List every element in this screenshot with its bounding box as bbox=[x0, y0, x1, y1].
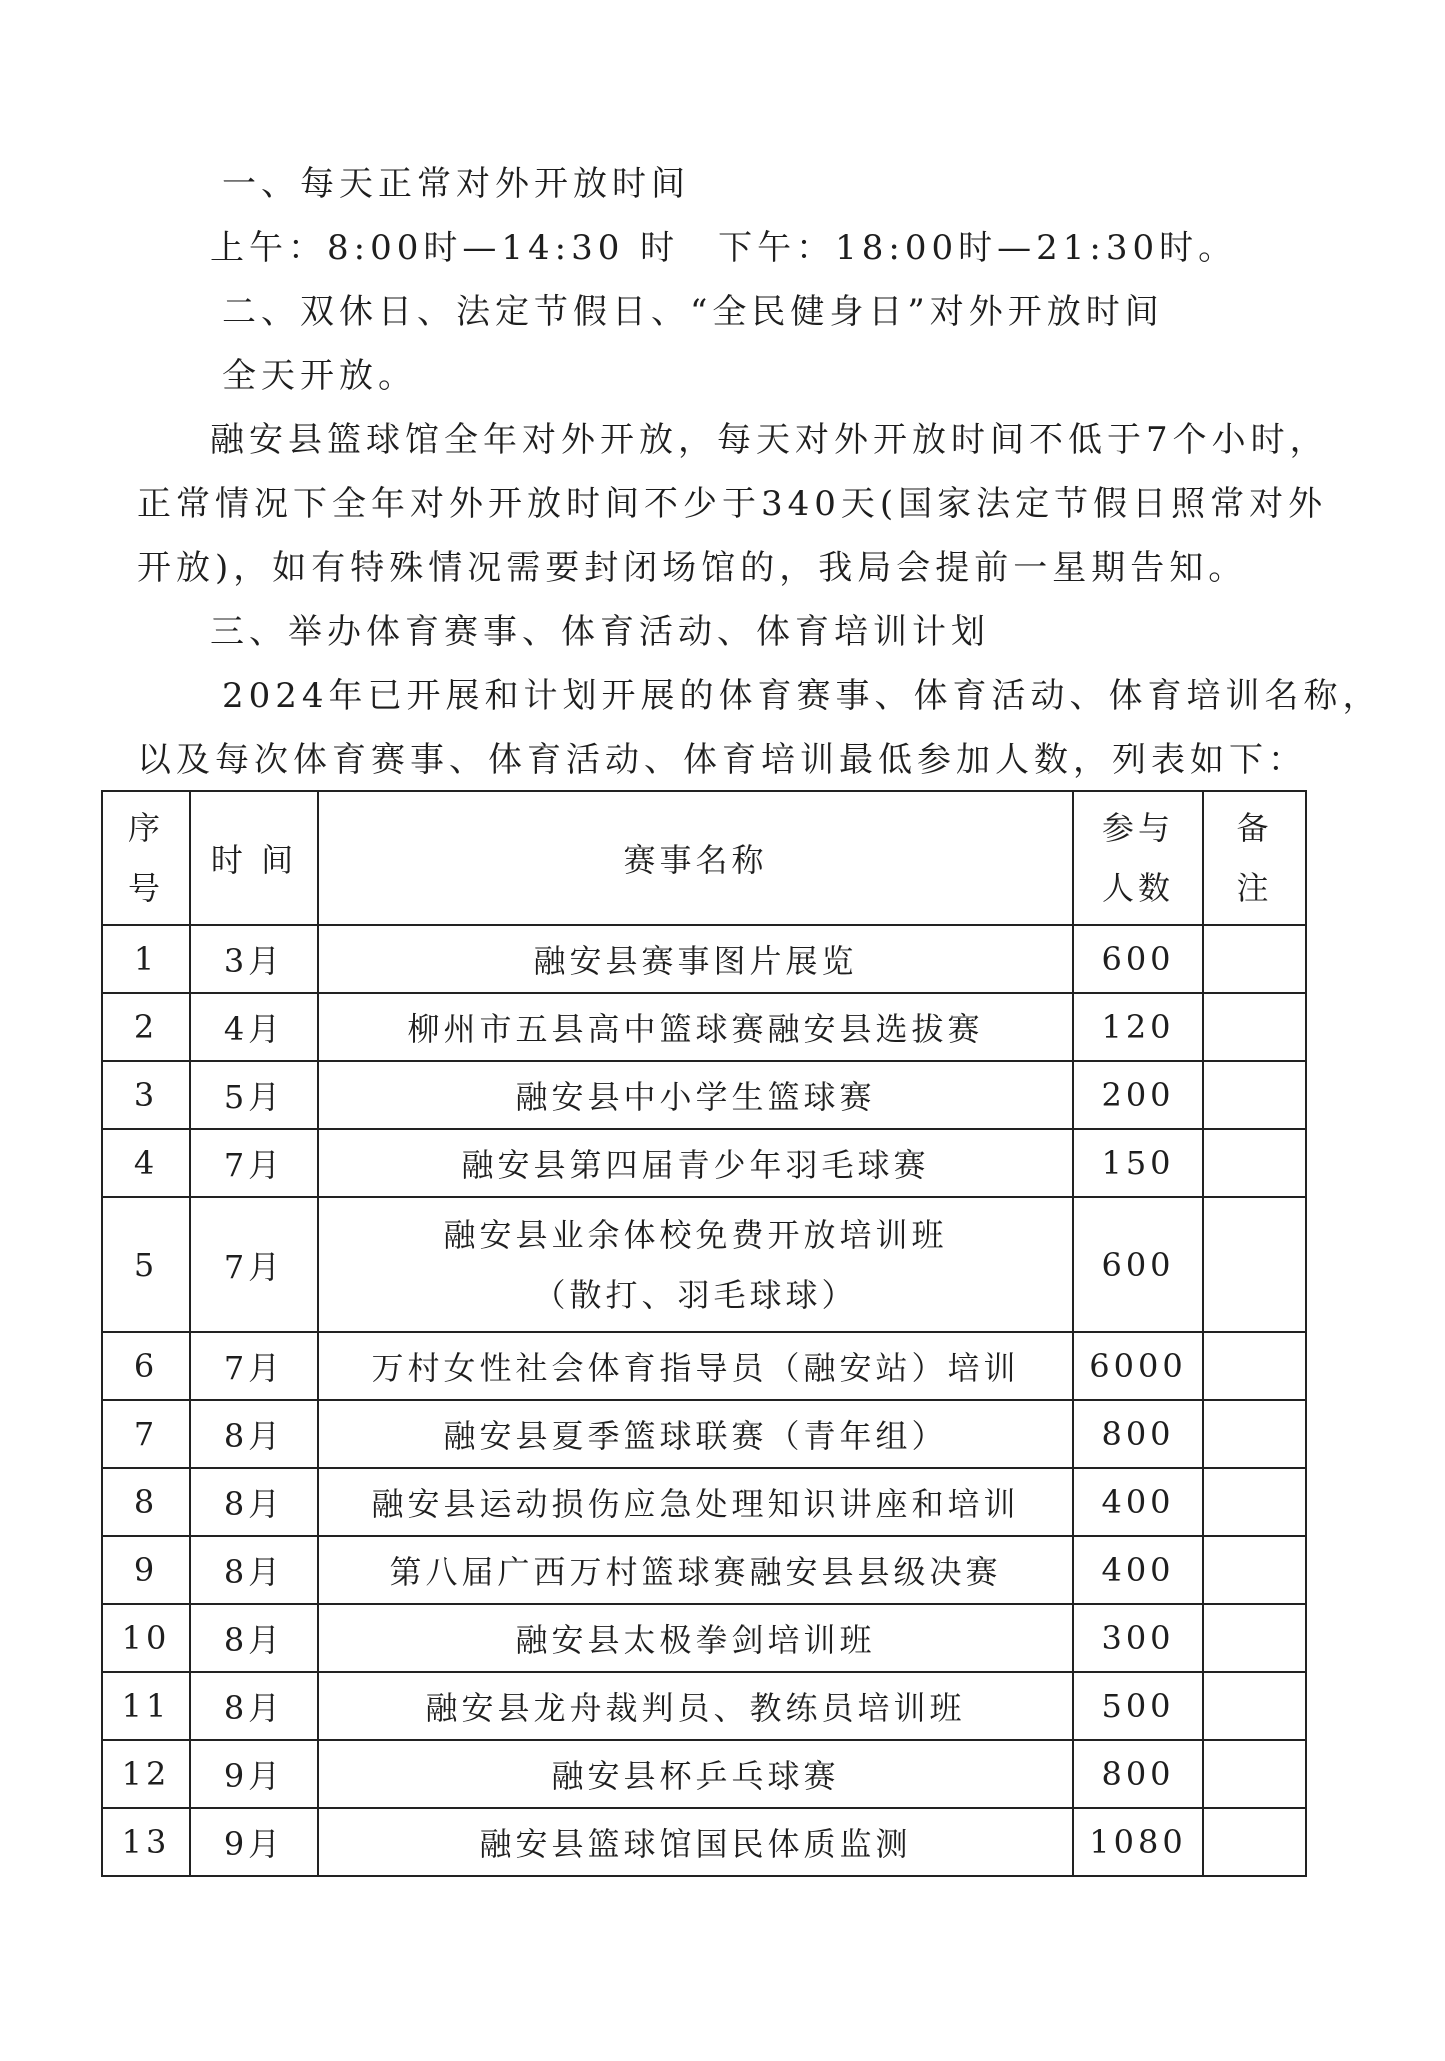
cell-name-line-1: 融安县业余体校免费开放培训班 bbox=[443, 1215, 948, 1254]
cell-remark bbox=[1203, 1740, 1306, 1808]
cell-time: 4月 bbox=[190, 993, 318, 1061]
table-row bbox=[102, 1808, 1306, 1876]
cell-seq: 4 bbox=[102, 1129, 190, 1197]
section-3-heading: 三、举办体育赛事、体育活动、体育培训计划 bbox=[210, 612, 990, 652]
header-count bbox=[1073, 791, 1203, 925]
paragraph-1-line-2: 正常情况下全年对外开放时间不少于340天(国家法定节假日照常对外 bbox=[137, 484, 1328, 524]
cell-remark bbox=[1203, 1400, 1306, 1468]
cell-name: 融安县运动损伤应急处理知识讲座和培训 bbox=[318, 1468, 1073, 1536]
cell-seq: 12 bbox=[102, 1740, 190, 1808]
cell-seq: 11 bbox=[102, 1672, 190, 1740]
table-row bbox=[102, 1061, 1306, 1129]
section-1-hours: 上午：8:00时—14:30 时 下午：18:00时—21:30时。 bbox=[210, 228, 1238, 268]
cell-remark bbox=[1203, 993, 1306, 1061]
cell-count: 800 bbox=[1073, 1400, 1203, 1468]
cell-count: 800 bbox=[1073, 1740, 1203, 1808]
cell-seq: 3 bbox=[102, 1061, 190, 1129]
paragraph-2-line-2: 以及每次体育赛事、体育活动、体育培训最低参加人数，列表如下： bbox=[137, 740, 1307, 780]
cell-time: 8月 bbox=[190, 1400, 318, 1468]
cell-name: 融安县第四届青少年羽毛球赛 bbox=[318, 1129, 1073, 1197]
table-row bbox=[102, 1332, 1306, 1400]
cell-count: 6000 bbox=[1073, 1332, 1203, 1400]
cell-time: 3月 bbox=[190, 925, 318, 993]
cell-remark bbox=[1203, 1332, 1306, 1400]
cell-count: 1080 bbox=[1073, 1808, 1203, 1876]
table-row bbox=[102, 1468, 1306, 1536]
cell-name: 融安县中小学生篮球赛 bbox=[318, 1061, 1073, 1129]
cell-seq: 9 bbox=[102, 1536, 190, 1604]
paragraph-1-line-3: 开放)，如有特殊情况需要封闭场馆的，我局会提前一星期告知。 bbox=[137, 548, 1248, 588]
header-seq-top: 序 bbox=[127, 809, 164, 847]
section-2-text: 全天开放。 bbox=[222, 356, 417, 396]
cell-remark bbox=[1203, 1468, 1306, 1536]
cell-seq: 10 bbox=[102, 1604, 190, 1672]
cell-time: 8月 bbox=[190, 1672, 318, 1740]
cell-remark bbox=[1203, 1536, 1306, 1604]
cell-time: 9月 bbox=[190, 1740, 318, 1808]
paragraph-1-line-1: 融安县篮球馆全年对外开放，每天对外开放时间不低于7个小时， bbox=[210, 420, 1329, 460]
header-remark-bottom: 注 bbox=[1236, 869, 1273, 907]
table-row bbox=[102, 1740, 1306, 1808]
cell-seq: 1 bbox=[102, 925, 190, 993]
cell-name: 融安县太极拳剑培训班 bbox=[318, 1604, 1073, 1672]
cell-time: 8月 bbox=[190, 1468, 318, 1536]
cell-seq: 8 bbox=[102, 1468, 190, 1536]
header-count-bottom: 人数 bbox=[1101, 869, 1174, 907]
cell-seq: 13 bbox=[102, 1808, 190, 1876]
cell-name: 融安县赛事图片展览 bbox=[318, 925, 1073, 993]
cell-count: 400 bbox=[1073, 1536, 1203, 1604]
cell-count: 200 bbox=[1073, 1061, 1203, 1129]
cell-name bbox=[318, 1197, 1073, 1332]
cell-time: 9月 bbox=[190, 1808, 318, 1876]
table-row bbox=[102, 1672, 1306, 1740]
cell-count: 150 bbox=[1073, 1129, 1203, 1197]
cell-count: 120 bbox=[1073, 993, 1203, 1061]
cell-seq: 5 bbox=[102, 1197, 190, 1332]
table-row bbox=[102, 993, 1306, 1061]
table-row bbox=[102, 1536, 1306, 1604]
events-table bbox=[101, 790, 1307, 1877]
cell-remark bbox=[1203, 925, 1306, 993]
cell-time: 5月 bbox=[190, 1061, 318, 1129]
cell-count: 600 bbox=[1073, 1197, 1203, 1332]
paragraph-2-line-1: 2024年已开展和计划开展的体育赛事、体育活动、体育培训名称， bbox=[222, 676, 1382, 716]
cell-count: 400 bbox=[1073, 1468, 1203, 1536]
cell-name: 第八届广西万村篮球赛融安县县级决赛 bbox=[318, 1536, 1073, 1604]
cell-remark bbox=[1203, 1197, 1306, 1332]
cell-name: 融安县篮球馆国民体质监测 bbox=[318, 1808, 1073, 1876]
cell-name: 融安县龙舟裁判员、教练员培训班 bbox=[318, 1672, 1073, 1740]
table-row bbox=[102, 1400, 1306, 1468]
cell-seq: 2 bbox=[102, 993, 190, 1061]
cell-remark bbox=[1203, 1061, 1306, 1129]
table-row bbox=[102, 1604, 1306, 1672]
table-row bbox=[102, 925, 1306, 993]
table-header-row bbox=[102, 791, 1306, 925]
header-count-top: 参与 bbox=[1101, 809, 1174, 847]
cell-name: 柳州市五县高中篮球赛融安县选拔赛 bbox=[318, 993, 1073, 1061]
cell-name-line-2: （散打、羽毛球球） bbox=[533, 1275, 858, 1314]
cell-time: 7月 bbox=[190, 1129, 318, 1197]
section-1-heading: 一、每天正常对外开放时间 bbox=[222, 164, 690, 204]
table-row bbox=[102, 1197, 1306, 1332]
cell-count: 300 bbox=[1073, 1604, 1203, 1672]
cell-name: 融安县夏季篮球联赛（青年组） bbox=[318, 1400, 1073, 1468]
header-remark bbox=[1203, 791, 1306, 925]
cell-name: 万村女性社会体育指导员（融安站）培训 bbox=[318, 1332, 1073, 1400]
cell-remark bbox=[1203, 1129, 1306, 1197]
cell-time: 7月 bbox=[190, 1197, 318, 1332]
cell-seq: 7 bbox=[102, 1400, 190, 1468]
cell-time: 7月 bbox=[190, 1332, 318, 1400]
header-time: 时 间 bbox=[190, 791, 318, 925]
cell-time: 8月 bbox=[190, 1604, 318, 1672]
cell-count: 600 bbox=[1073, 925, 1203, 993]
table-row bbox=[102, 1129, 1306, 1197]
header-seq bbox=[102, 791, 190, 925]
cell-remark bbox=[1203, 1604, 1306, 1672]
header-seq-bottom: 号 bbox=[127, 869, 164, 907]
header-name: 赛事名称 bbox=[318, 791, 1073, 925]
cell-count: 500 bbox=[1073, 1672, 1203, 1740]
header-remark-top: 备 bbox=[1236, 809, 1273, 847]
cell-remark bbox=[1203, 1808, 1306, 1876]
cell-name: 融安县杯乒乓球赛 bbox=[318, 1740, 1073, 1808]
cell-seq: 6 bbox=[102, 1332, 190, 1400]
section-2-heading: 二、双休日、法定节假日、“全民健身日”对外开放时间 bbox=[222, 292, 1164, 332]
cell-time: 8月 bbox=[190, 1536, 318, 1604]
cell-remark bbox=[1203, 1672, 1306, 1740]
